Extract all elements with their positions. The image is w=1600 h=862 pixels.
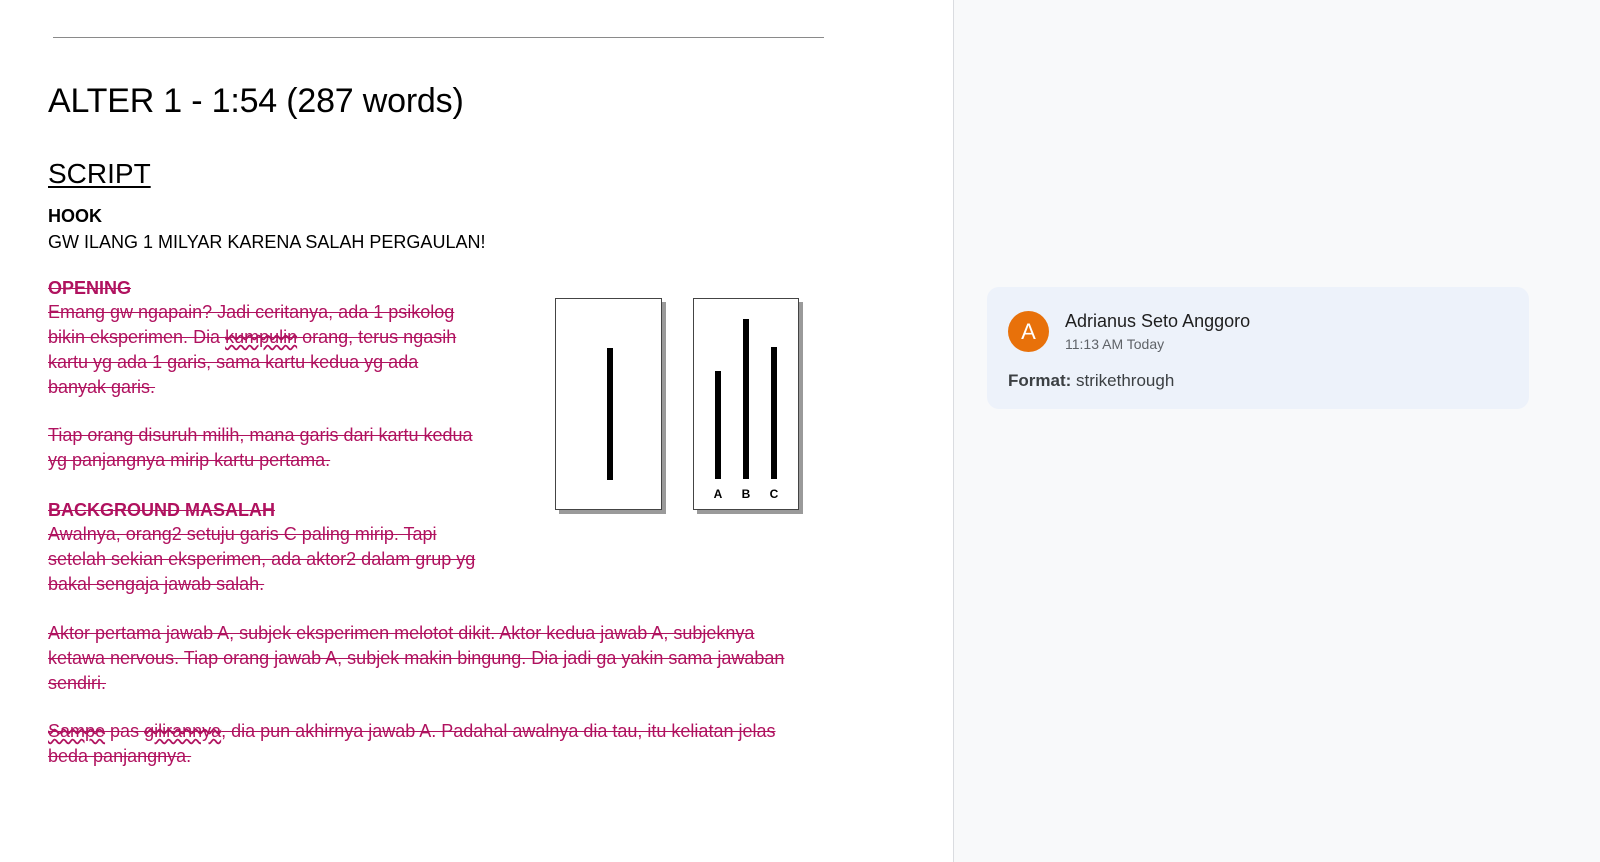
- text-run: bikin eksperimen. Dia: [48, 327, 226, 347]
- line-c: [771, 347, 777, 479]
- text-line: Awalnya, orang2 setuju garis C paling mirip. Tapi: [48, 524, 437, 544]
- text-run: , dia pun akhirnya jawab A. Padahal awalnya dia tau, itu keliatan jelas: [221, 721, 776, 741]
- misspelled-word[interactable]: Sampe: [48, 721, 106, 741]
- reference-line: [607, 348, 613, 480]
- opening-label: OPENING: [48, 278, 132, 298]
- line-b-label: B: [741, 487, 751, 501]
- line-b: [743, 319, 749, 479]
- text-line: Aktor pertama jawab A, subjek eksperimen melotot dikit. Aktor kedua jawab A, subjeknya: [48, 623, 755, 643]
- text-line: banyak garis.: [48, 377, 156, 397]
- line-a-label: A: [713, 487, 723, 501]
- background-paragraph-2: [48, 621, 784, 696]
- text-line: beda panjangnya.: [48, 746, 192, 766]
- text-line: Tiap orang disuruh milih, mana garis dari kartu kedua: [48, 425, 473, 445]
- background-paragraph-1: [48, 522, 475, 597]
- text-line: [48, 325, 456, 350]
- comment-author: Adrianus Seto Anggoro: [1065, 311, 1251, 331]
- reference-line-card[interactable]: [555, 298, 662, 510]
- text-line: kartu yg ada 1 garis, sama kartu kedua yg ada: [48, 352, 419, 372]
- avatar[interactable]: A: [1008, 311, 1049, 352]
- line-a: [715, 371, 721, 479]
- text-run: pas: [105, 721, 145, 741]
- format-suggestion: [1008, 371, 1174, 391]
- text-line: yg panjangnya mirip kartu pertama.: [48, 450, 331, 470]
- background-label: BACKGROUND MASALAH: [48, 500, 275, 520]
- background-paragraph-3: [48, 719, 776, 769]
- text-line: Emang gw ngapain? Jadi ceritanya, ada 1 psikolog: [48, 302, 455, 322]
- comment-timestamp: 11:13 AM Today: [1065, 336, 1165, 352]
- text-line: setelah sekian eksperimen, ada aktor2 dalam grup yg: [48, 549, 476, 569]
- horizontal-rule: [53, 37, 824, 38]
- document-title: ALTER 1 - 1:54 (287 words): [48, 82, 464, 120]
- comparison-lines-card[interactable]: [693, 298, 799, 510]
- opening-paragraph-1: [48, 300, 456, 400]
- format-value: strikethrough: [1076, 371, 1175, 390]
- text-line: bakal sengaja jawab salah.: [48, 574, 265, 594]
- misspelled-word[interactable]: gilirannya: [144, 721, 222, 741]
- hook-label: HOOK: [48, 206, 102, 226]
- opening-paragraph-2: [48, 423, 473, 473]
- misspelled-word[interactable]: kumpulin: [225, 327, 298, 347]
- text-run: orang, terus ngasih: [297, 327, 457, 347]
- comments-panel: [954, 0, 1600, 862]
- line-c-label: C: [769, 487, 779, 501]
- text-line: [48, 719, 776, 744]
- text-line: ketawa nervous. Tiap orang jawab A, subjek makin bingung. Dia jadi ga yakin sama jawaban: [48, 648, 785, 668]
- format-label: Format:: [1008, 371, 1072, 390]
- text-line: sendiri.: [48, 673, 107, 693]
- comment-card[interactable]: [987, 287, 1529, 409]
- hook-text: GW ILANG 1 MILYAR KARENA SALAH PERGAULAN!: [48, 232, 486, 252]
- script-heading: SCRIPT: [48, 158, 151, 189]
